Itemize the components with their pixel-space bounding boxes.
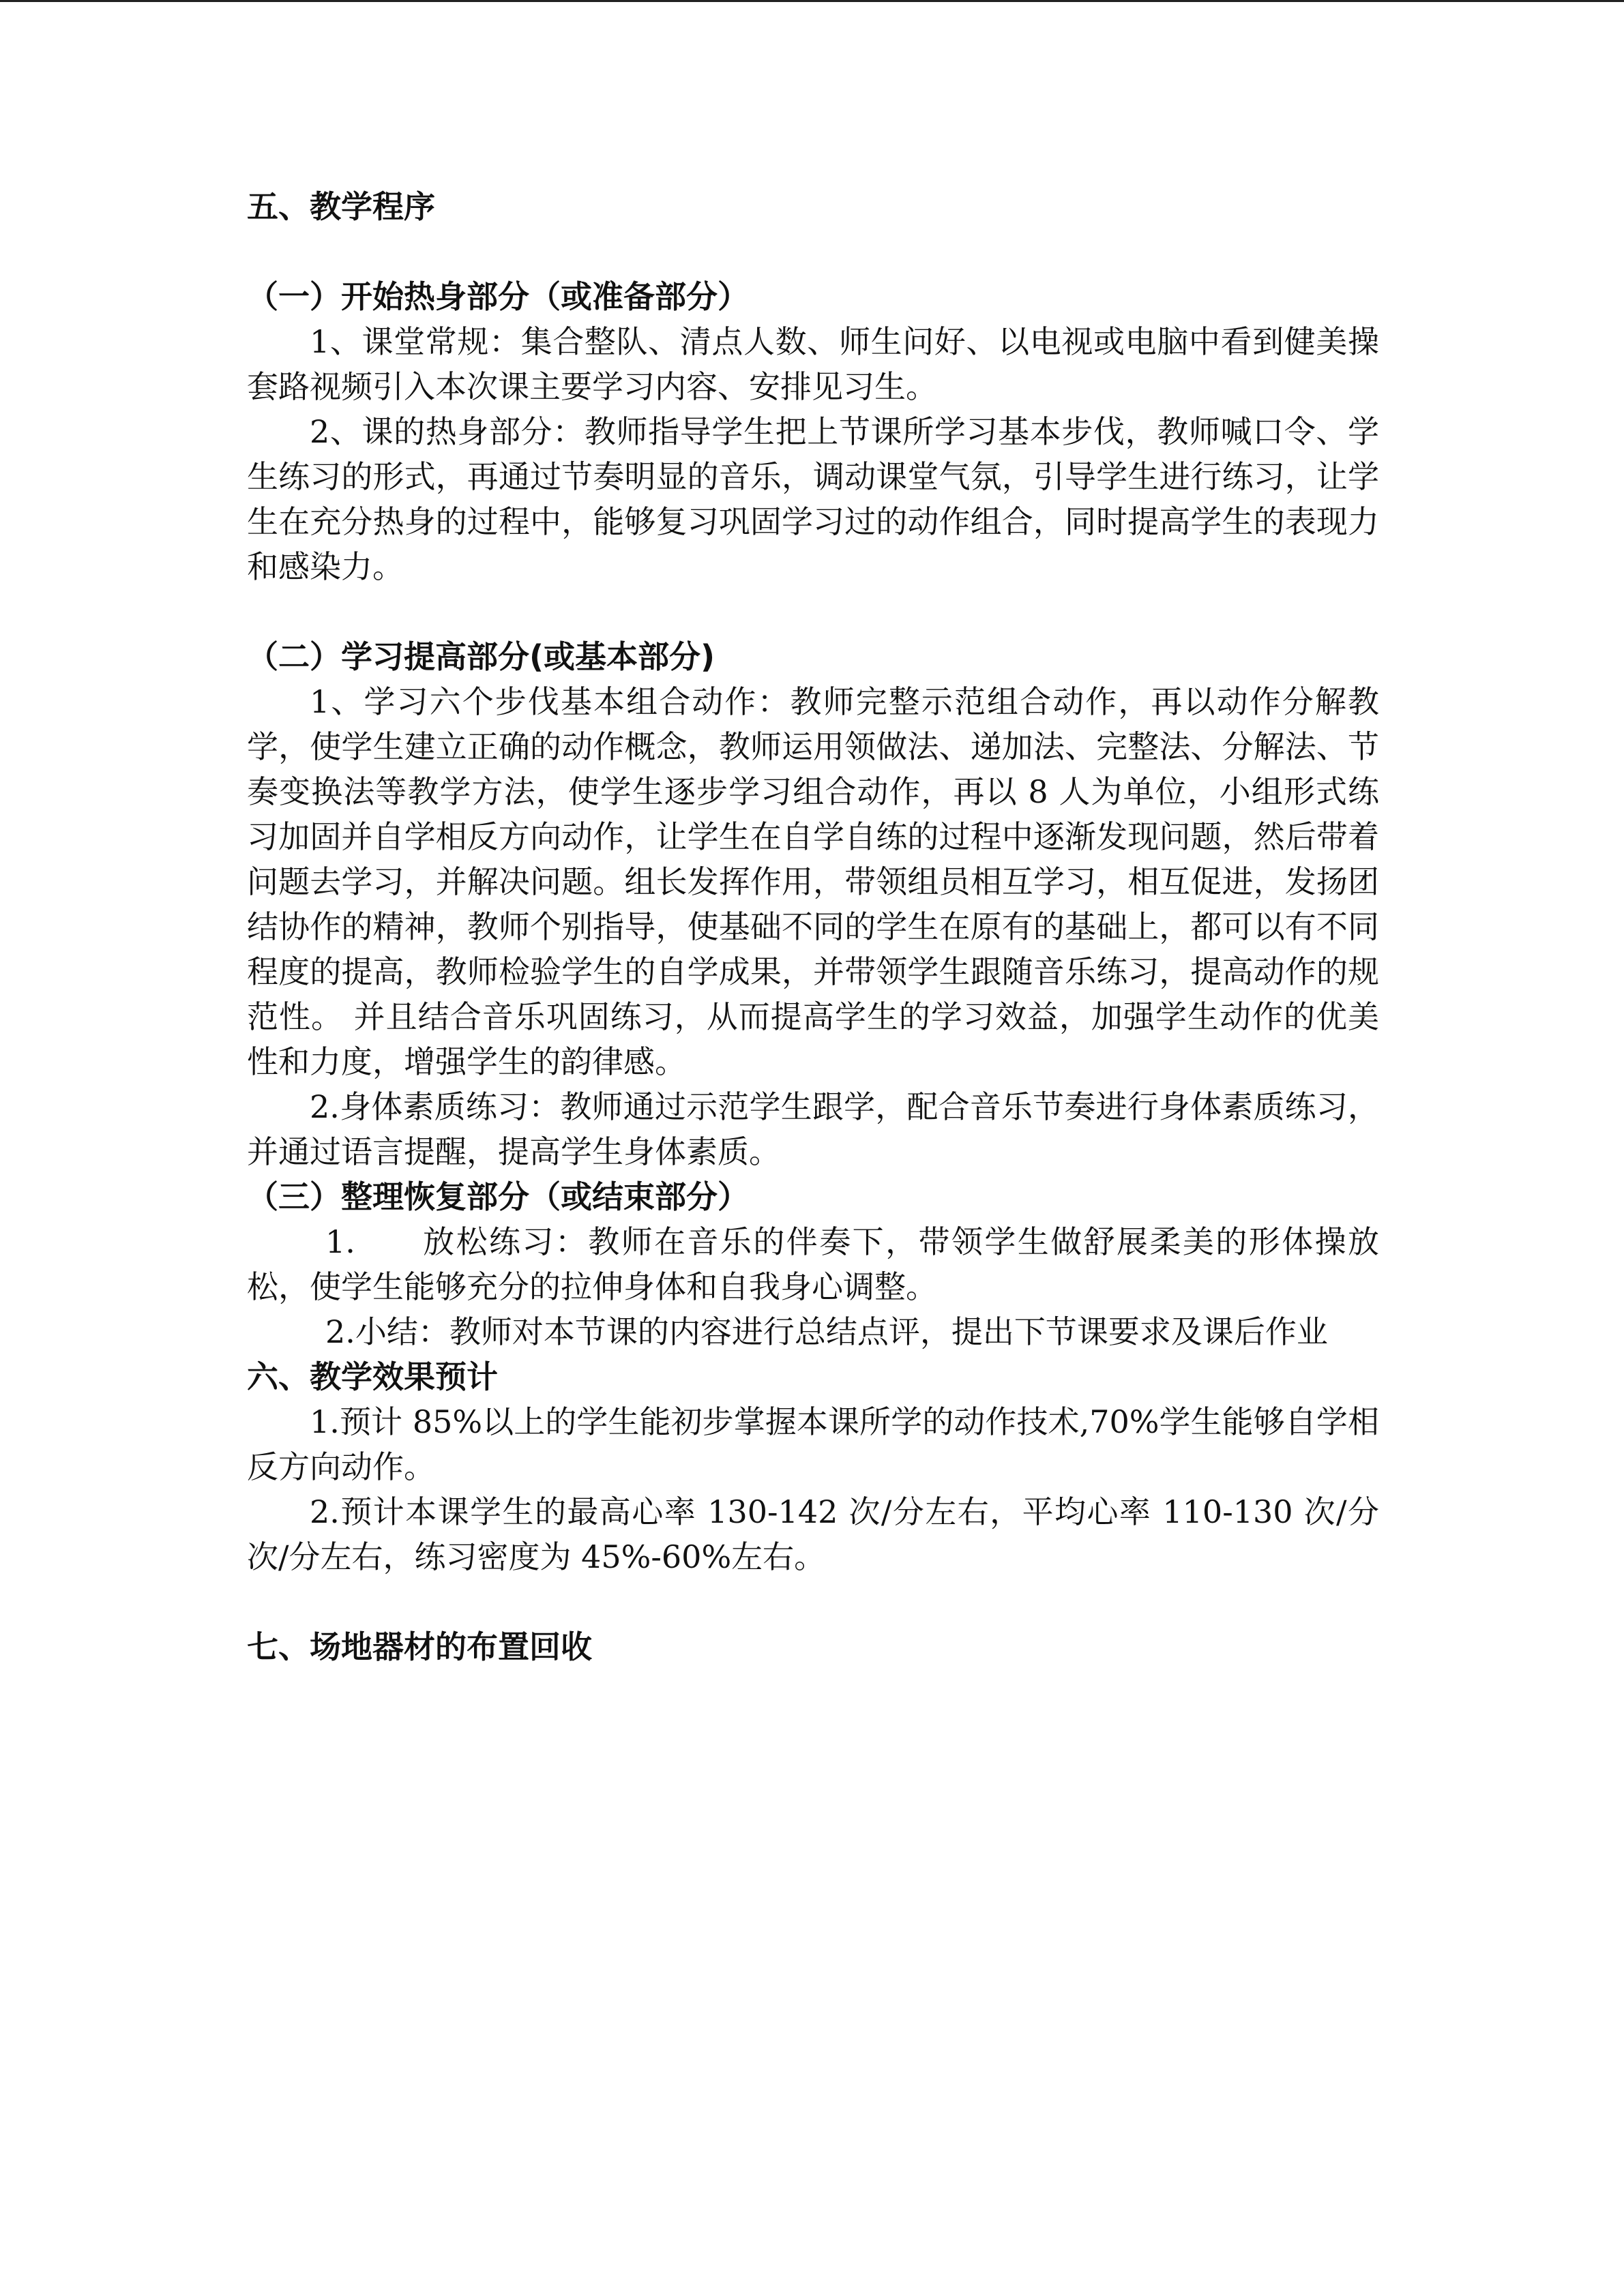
page-top-border: [0, 0, 1624, 2]
section5-heading: 五、教学程序: [247, 188, 435, 225]
effect-paragraph-2: 2.预计本课学生的最高心率 130-142 次/分左右，平均心率 110-130 次/分次/分左右，练习密度为 45%-60%左右。: [247, 1493, 1379, 1575]
effect-paragraph-1: 1.预计 85%以上的学生能初步掌握本课所学的动作技术,70%学生能够自学相反方向动作。: [247, 1403, 1379, 1485]
warmup-paragraph-2: 2、课的热身部分：教师指导学生把上节课所学习基本步伐，教师喊口令、学生练习的形式，再通过节奏明显的音乐，调动课堂气氛，引导学生进行练习，让学生在充分热身的过程中，能够复习巩固学习过的动作组合，同时提高学生的表现力和感染力。: [247, 413, 1379, 585]
cooldown-heading: （三）整理恢复部分（或结束部分）: [247, 1178, 749, 1215]
cooldown-paragraph-1: 1. 放松练习：教师在音乐的伴奏下，带领学生做舒展柔美的形体操放松，使学生能够充分的拉伸身体和自我身心调整。: [247, 1223, 1379, 1305]
warmup-heading: （一）开始热身部分（或准备部分）: [247, 278, 749, 315]
learning-paragraph-1: 1、学习六个步伐基本组合动作：教师完整示范组合动作，再以动作分解教学，使学生建立正确的动作概念，教师运用领做法、递加法、完整法、分解法、节奏变换法等教学方法，使学生逐步学习组合动作，再以 8 人为单位，小组形式练习加固并自学相反方向动作，让学生在自学自练的过程中逐渐发现问题，然后带着问题去学习，并解决问题。组长发挥作用，带领组员相互学习，相互促进，发扬团结协作的精神，教师个别指导，使基础不同的学生在原有的基础上，都可以有不同程度的提高，教师检验学生的自学成果，并带领学生跟随音乐练习，提高动作的规范性。 并且结合音乐巩固练习，从而提高学生的学习效益，加强学生动作的优美性和力度，增强学生的韵律感。: [247, 683, 1379, 1080]
cooldown-paragraph-2: 2.小结：教师对本节课的内容进行总结点评，提出下节课要求及课后作业: [325, 1313, 1328, 1350]
section7-heading: 七、场地器材的布置回收: [247, 1628, 592, 1665]
learning-paragraph-2: 2.身体素质练习：教师通过示范学生跟学，配合音乐节奏进行身体素质练习，并通过语言提醒，提高学生身体素质。: [247, 1088, 1379, 1170]
document-page: [247, 184, 1379, 1669]
learning-heading: （二）学习提高部分(或基本部分): [247, 638, 715, 675]
section6-heading: 六、教学效果预计: [247, 1358, 498, 1395]
warmup-paragraph-1: 1、课堂常规：集合整队、清点人数、师生问好、以电视或电脑中看到健美操套路视频引入本次课主要学习内容、安排见习生。: [247, 323, 1379, 405]
